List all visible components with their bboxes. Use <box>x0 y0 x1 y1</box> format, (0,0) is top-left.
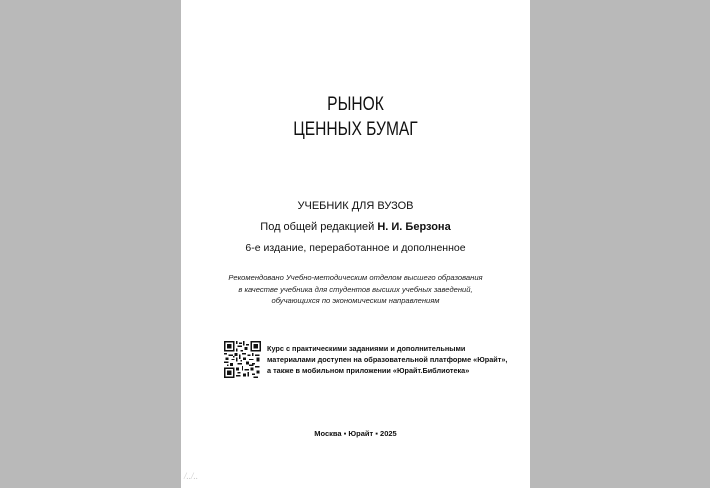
book-title-line-1: РЫНОК <box>327 94 384 115</box>
book-type: УЧЕБНИК ДЛЯ ВУЗОВ <box>297 200 414 212</box>
book-title-line-2: ЦЕННЫХ БУМАГ <box>293 119 418 140</box>
recommendation-line-2: в качестве учебника для студентов высших учебных заведений, <box>238 284 473 294</box>
edition-line: 6-е издание, переработанное и дополненное <box>245 242 466 254</box>
book-title-page <box>181 0 530 488</box>
editor-prefix: Под общей редакцией <box>260 221 375 233</box>
course-note <box>267 343 507 376</box>
recommendation-text <box>181 272 530 307</box>
editor-name: Н. И. Берзона <box>377 221 451 233</box>
recommendation-line-3: обучающихся по экономическим направлениям <box>271 296 440 305</box>
qr-code-icon[interactable] <box>224 341 261 378</box>
recommendation-line-1: Рекомендовано Учебно-методическим отделом высшего образования <box>228 273 483 282</box>
course-note-line-1: Курс с практическими заданиями и дополнительными <box>267 344 466 353</box>
course-note-line-2: материалами доступен на образовательной платформе «Юрайт», <box>267 355 508 364</box>
publisher-footer: Москва ▪ Юрайт ▪ 2025 <box>314 429 397 438</box>
editor-line <box>181 221 530 233</box>
course-note-line-3: а также в мобильном приложении «Юрайт.Библиотека» <box>267 366 470 375</box>
book-title <box>212 92 498 142</box>
course-block <box>224 341 524 381</box>
page-mark: /../.. <box>184 471 199 481</box>
